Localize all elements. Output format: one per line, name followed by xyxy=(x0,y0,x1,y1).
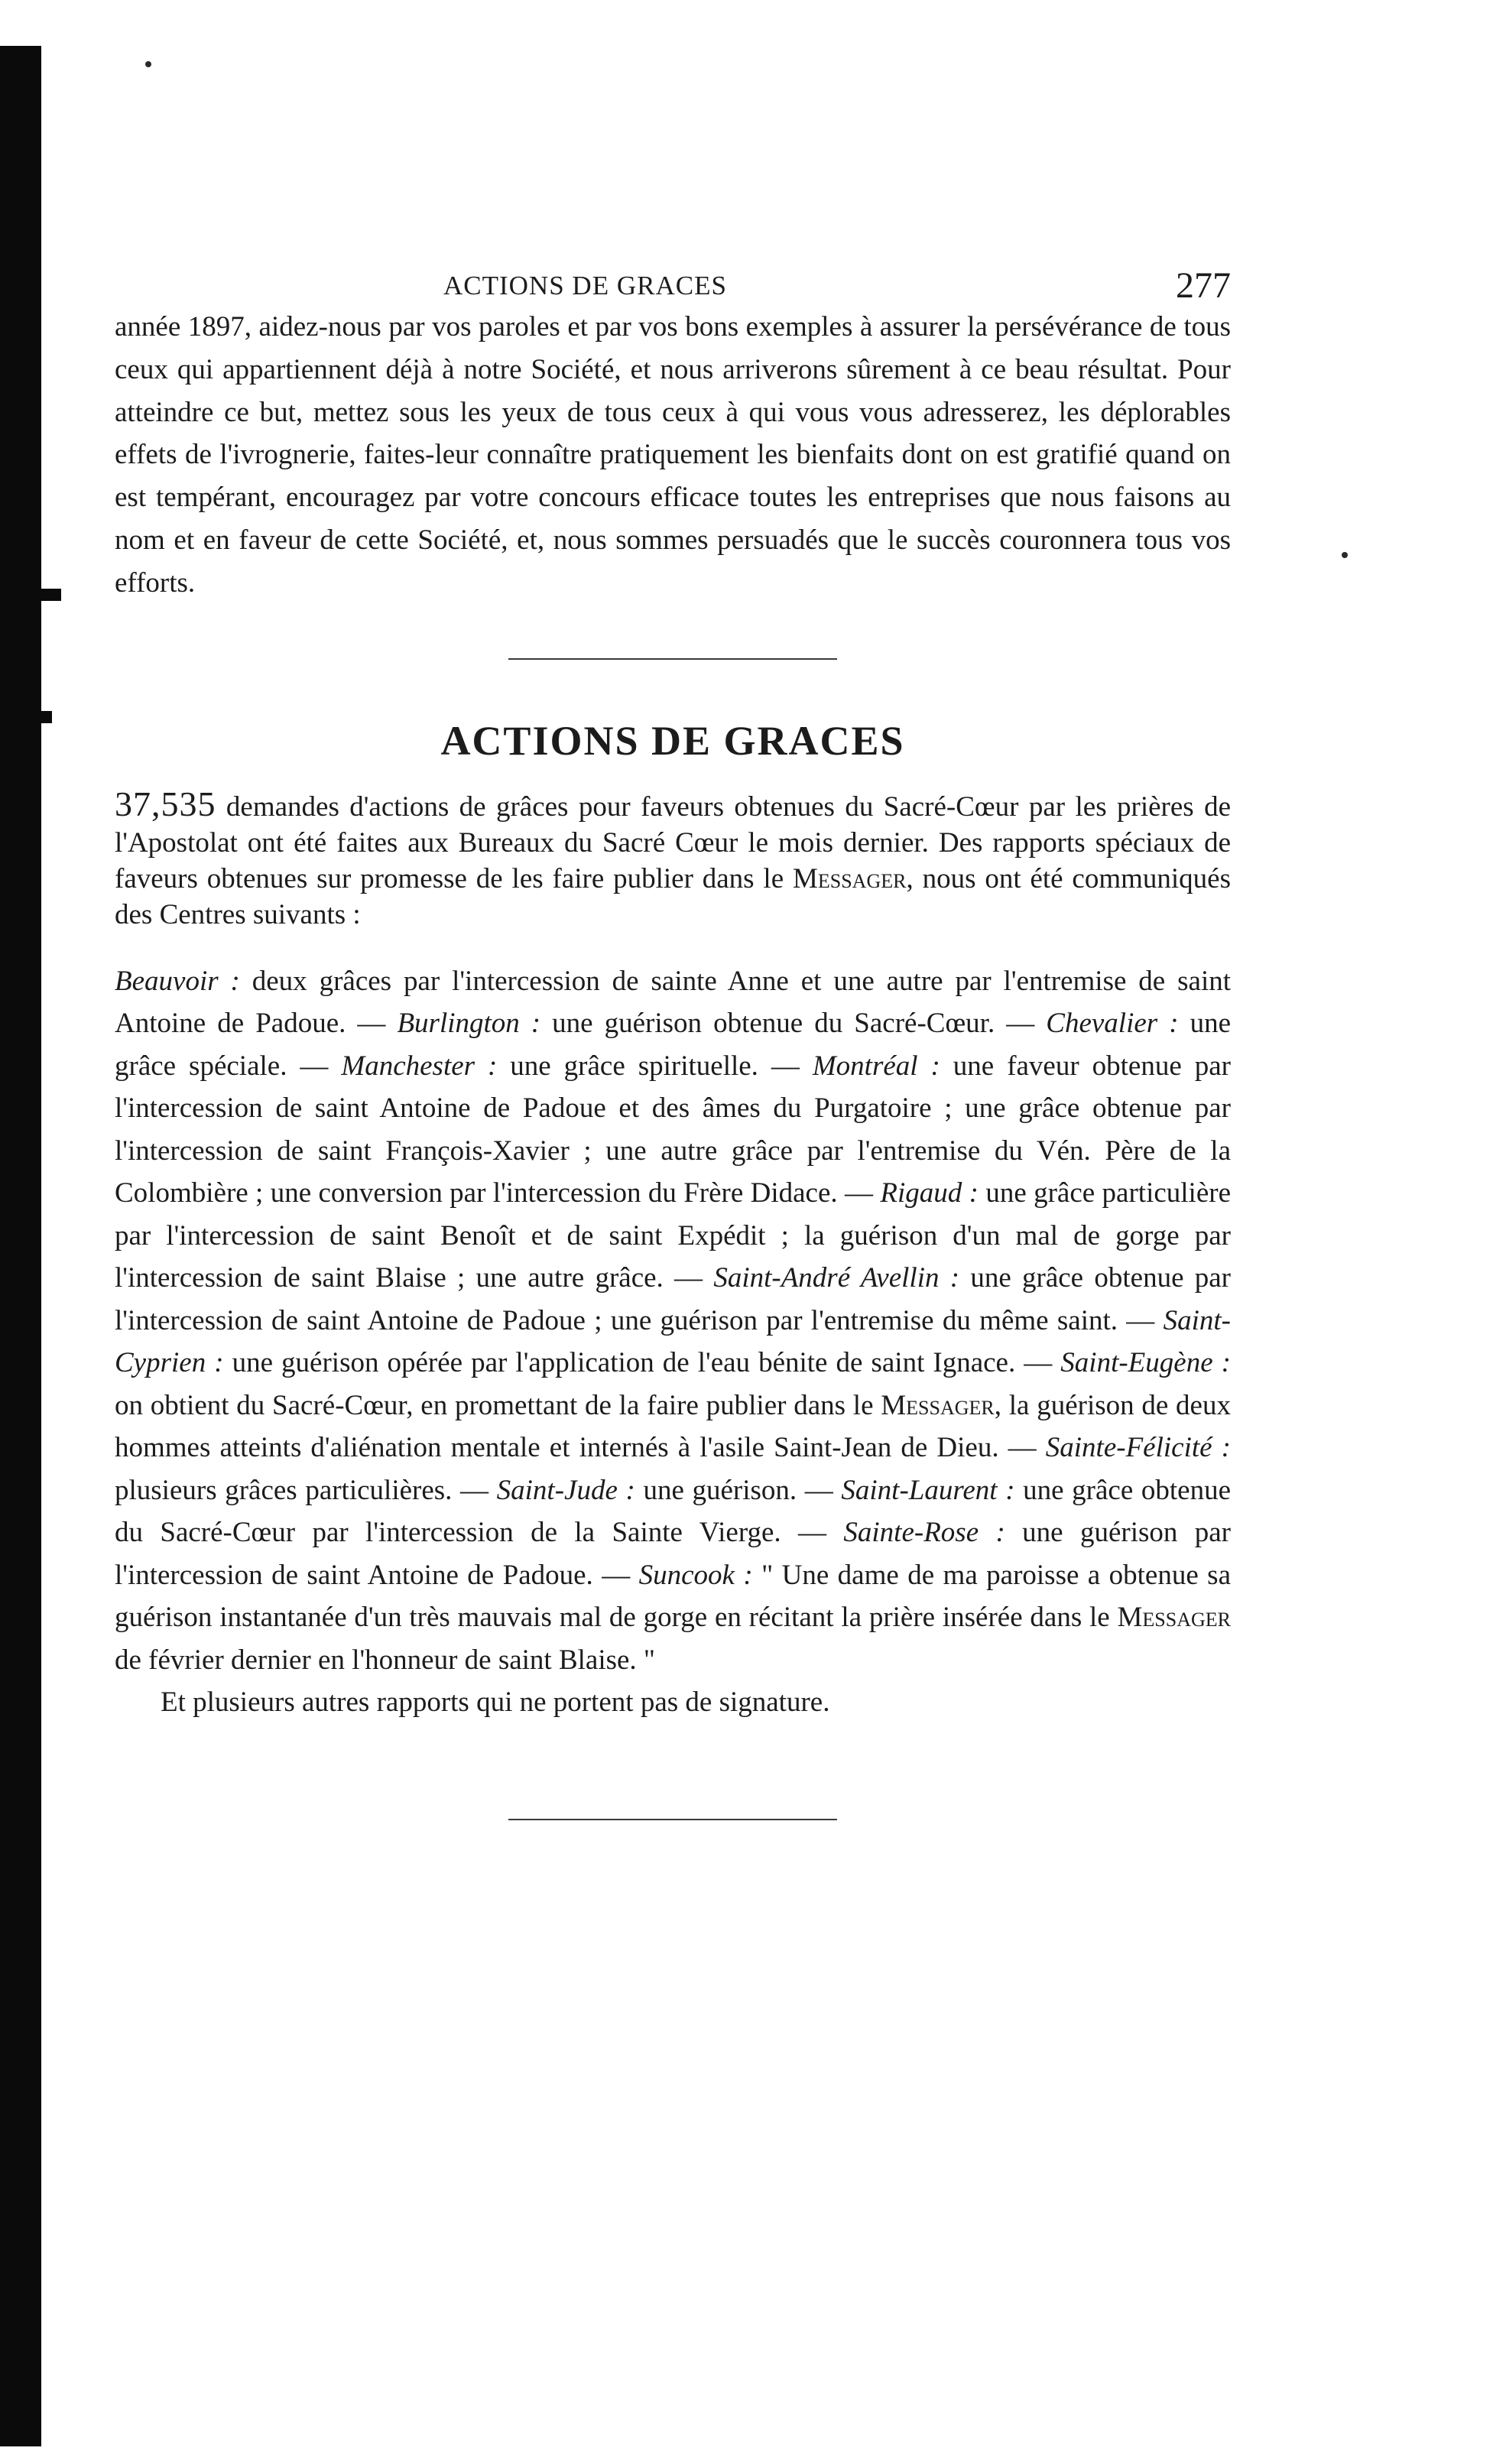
reports-paragraph xyxy=(115,960,1231,1682)
report-text: " Une dame de ma paroisse a obtenue sa guérison instantanée d'un très mauvais mal de gorge en récitant la prière insérée dans le xyxy=(115,1559,1231,1634)
place-name: Saint-Cyprien : xyxy=(115,1304,1231,1379)
report-text: de février dernier en l'honneur de saint Blaise. " xyxy=(115,1644,656,1676)
report-text: une guérison obtenue du Sacré-Cœur. — xyxy=(540,1008,1047,1040)
report-text: une grâce spéciale. — xyxy=(115,1008,1231,1082)
place-name: Saint-Laurent : xyxy=(841,1474,1015,1506)
messager-title: Messager xyxy=(881,1389,995,1421)
place-name: Saint-André Avellin : xyxy=(713,1262,960,1294)
report-text: deux grâces par l'intercession de sainte Anne et une autre par l'entremise de saint Antoine de Padoue. — xyxy=(115,965,1232,1040)
place-name: Sainte-Rose : xyxy=(843,1517,1005,1549)
section-title: ACTIONS DE GRACES xyxy=(440,717,905,764)
report-text: une faveur obtenue par l'intercession de saint Antoine de Padoue et des âmes du Purgatoire ; une grâce obtenue par l'intercession de saint François-Xavier ; une autre grâce par l'entremise du Vén. Père de la Colombière ; une conversion par l'intercession du Frère Didace. — xyxy=(115,1050,1231,1209)
print-speck xyxy=(145,61,151,67)
spine-notch xyxy=(31,711,52,723)
book-spine-shadow xyxy=(0,46,41,2446)
place-name: Saint-Eugène : xyxy=(1060,1347,1231,1379)
report-text: on obtient du Sacré-Cœur, en promettant de la faire publier dans le xyxy=(115,1389,881,1421)
report-text: une guérison opérée par l'application de l'eau bénite de saint Ignace. — xyxy=(223,1347,1061,1379)
place-name: Montréal : xyxy=(812,1050,940,1082)
section-divider xyxy=(508,658,837,660)
place-name: Sainte-Félicité : xyxy=(1045,1432,1231,1464)
print-speck xyxy=(1342,552,1348,558)
request-count: 37,535 xyxy=(115,784,216,823)
page-number: 277 xyxy=(1176,265,1231,306)
book-page xyxy=(115,252,1231,1820)
report-text: une guérison par l'intercession de saint Antoine de Padoue. — xyxy=(115,1517,1232,1591)
place-name: Rigaud : xyxy=(880,1177,979,1209)
stats-text: , nous ont été communiqués des Centres suivants : xyxy=(115,862,1231,930)
messager-title: Messager xyxy=(1117,1602,1231,1634)
intro-paragraph: année 1897, aidez-nous par vos paroles et par vos bons exemples à assurer la persévérance de tous ceux qui appartiennent déjà à notre Société, et nous arriverons sûrement à ce beau résultat. Pour atteindre ce but, mettez sous les yeux de tous ceux à qui vous vous adresserez, les déplorables effets de l'ivrognerie, faites-leur connaître pratiquement les bienfaits dont on est gratifié quand on est tempérant, encouragez par votre concours efficace toutes les entreprises que nous faisons au nom et en faveur de cette Société, et, nous sommes persuadés que le succès couronnera tous vos efforts. xyxy=(115,311,1231,599)
spine-notch xyxy=(31,589,61,601)
stats-paragraph xyxy=(115,786,1231,933)
place-name: Saint-Jude : xyxy=(496,1474,635,1506)
place-name: Manchester : xyxy=(341,1050,498,1082)
report-text: une grâce spirituelle. — xyxy=(497,1050,813,1082)
end-divider xyxy=(508,1819,837,1820)
stats-text: demandes d'actions de grâces pour faveurs obtenues du Sacré-Cœur par les prières de l'Apostolat ont été faites aux Bureaux du Sacré Cœur le mois dernier. Des rapports spéciaux de faveurs obtenues sur promesse de les faire publier dans le xyxy=(115,790,1231,894)
report-text: , la guérison de deux hommes atteints d'aliénation mentale et internés à l'asile Saint-Jean de Dieu. — xyxy=(115,1389,1231,1464)
report-text: une grâce obtenue du Sacré-Cœur par l'intercession de la Sainte Vierge. — xyxy=(115,1474,1231,1549)
report-text: une guérison. — xyxy=(635,1474,842,1506)
place-name: Burlington : xyxy=(397,1008,541,1040)
report-text: une grâce obtenue par l'intercession de saint Antoine de Padoue ; une guérison par l'entremise du même saint. — xyxy=(115,1262,1231,1336)
place-name: Beauvoir : xyxy=(115,965,240,997)
messager-title: Messager xyxy=(792,862,907,894)
report-text: une grâce particulière par l'intercession de saint Benoît et de saint Expédit ; la guérison d'un mal de gorge par l'intercession de saint Blaise ; une autre grâce. — xyxy=(115,1177,1232,1294)
running-head xyxy=(115,252,1231,306)
running-head-title: ACTIONS DE GRACES xyxy=(443,271,727,300)
closing-line: Et plusieurs autres rapports qui ne portent pas de signature. xyxy=(161,1686,830,1719)
report-text: plusieurs grâces particulières. — xyxy=(115,1474,497,1506)
place-name: Suncook : xyxy=(638,1559,753,1591)
place-name: Chevalier : xyxy=(1046,1008,1179,1040)
